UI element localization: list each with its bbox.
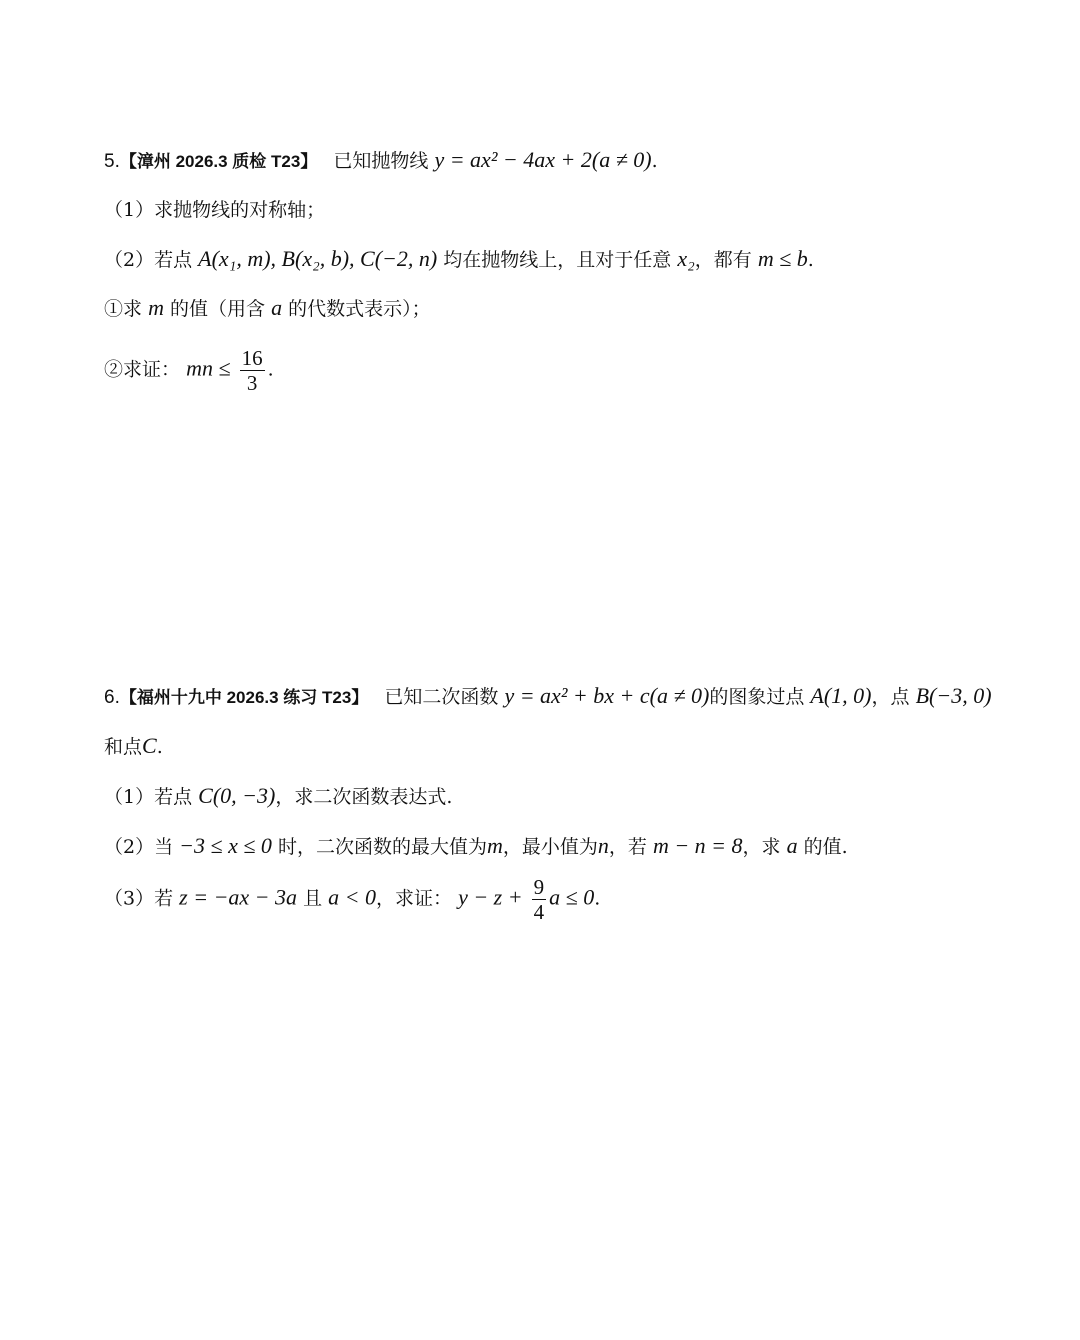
part-text: ，求 — [742, 836, 781, 858]
problem-6-part-1 — [104, 782, 452, 811]
points-expression: A(x₁, m), B(x₂, b), C(−2, n) — [198, 246, 438, 271]
fraction — [532, 875, 547, 924]
part-text: ，最小值为 — [502, 836, 598, 858]
problem-5-part-1 — [104, 196, 325, 224]
part-text: ，求二次函数表达式. — [275, 786, 453, 808]
part-text: 若点 — [154, 249, 193, 271]
inequality-rhs: a ≤ 0 — [549, 884, 595, 910]
variable-m: m — [486, 833, 503, 858]
part-label: （2） — [104, 836, 155, 858]
z-definition: z = −ax − 3a — [179, 884, 298, 910]
part-text: 均在抛物线上，且对于任意 — [443, 249, 672, 271]
point-b: B(−3, 0) — [915, 683, 992, 708]
problem-6-part-2 — [104, 832, 848, 861]
part-label: （1） — [104, 199, 155, 221]
problem-6-stem-continued: 和点C. — [104, 733, 163, 758]
part-text: 若点 — [154, 786, 193, 808]
fraction-denominator: 3 — [246, 371, 258, 395]
part-label: （1） — [104, 786, 155, 808]
problem-number: 6. — [104, 687, 120, 708]
part-text: ，都有 — [694, 249, 752, 271]
subpart-label: ② — [104, 358, 124, 381]
problem-lead-text: 和点 — [104, 736, 143, 758]
inequality-lhs: mn ≤ — [186, 355, 231, 381]
part-text: 且 — [303, 887, 323, 910]
part-text: 的代数式表示）； — [288, 298, 431, 320]
part-text: 求证： — [123, 358, 181, 381]
part-label: （3） — [104, 887, 155, 910]
problem-6-part-3: （3）若 z = −ax − 3a 且 a < 0，求证： y − z + $\frac{9}{4}$ a ≤ 0. — [104, 875, 601, 924]
inequality: m ≤ b — [757, 246, 808, 271]
problem-number: 5. — [104, 151, 120, 172]
problem-5-subpart-2: ②求证： mn ≤ $\frac{16}{3}$ . — [104, 346, 274, 395]
variable-m: m — [148, 295, 164, 320]
part-text: ，若 — [608, 836, 647, 858]
variable-a: a — [786, 833, 798, 858]
problem-lead-text: 已知抛物线 — [333, 150, 429, 172]
variable-n: n — [597, 833, 609, 858]
problem-5-stem: 5.【漳州 2026.3 质检 T23】 已知抛物线 y = ax² − 4ax + 2(a ≠ 0). — [104, 147, 658, 172]
variable-x2: x₂ — [677, 246, 695, 271]
problem-lead-text: 的图象过点 — [709, 686, 805, 708]
problem-5-subpart-1 — [104, 294, 431, 323]
part-text: 的值. — [803, 836, 848, 858]
part-text: 求 — [123, 298, 143, 320]
point-c-value: C(0, −3) — [198, 783, 276, 808]
part-text: ，求证： — [376, 887, 453, 910]
problem-lead-text: ，点 — [871, 686, 910, 708]
problem-source-tag: 【漳州 2026.3 质检 T23】 — [119, 152, 318, 171]
a-condition: a < 0 — [328, 884, 376, 910]
part-label: （2） — [104, 249, 155, 271]
part-text: 时，二次函数的最大值为 — [277, 836, 487, 858]
subpart-label: ① — [104, 298, 124, 320]
part-text: 求抛物线的对称轴； — [154, 199, 326, 221]
fraction-numerator: 16 — [241, 346, 263, 370]
problem-6-stem — [104, 682, 992, 712]
difference-condition: m − n = 8 — [652, 833, 743, 858]
range-inequality: −3 ≤ x ≤ 0 — [179, 833, 272, 858]
fraction — [240, 346, 265, 395]
problem-5-part-2: （2）若点 A(x₁, m), B(x₂, b), C(−2, n) 均在抛物线上，且对于任意 x₂，都有 m ≤ b. — [104, 246, 814, 271]
inequality-lhs: y − z + — [458, 884, 523, 910]
point-a: A(1, 0) — [810, 683, 872, 708]
fraction-denominator: 4 — [533, 900, 545, 924]
fraction-numerator: 9 — [533, 875, 545, 899]
parabola-equation: y = ax² − 4ax + 2(a ≠ 0) — [434, 147, 652, 172]
problem-lead-text: 已知二次函数 — [384, 686, 499, 708]
quadratic-equation: y = ax² + bx + c(a ≠ 0) — [504, 683, 710, 708]
point-c: C — [142, 733, 157, 758]
variable-a: a — [271, 295, 283, 320]
part-text: 当 — [154, 836, 174, 858]
part-text: 的值（用含 — [170, 298, 266, 320]
part-text: 若 — [154, 887, 174, 910]
problem-source-tag: 【福州十九中 2026.3 练习 T23】 — [119, 688, 369, 707]
